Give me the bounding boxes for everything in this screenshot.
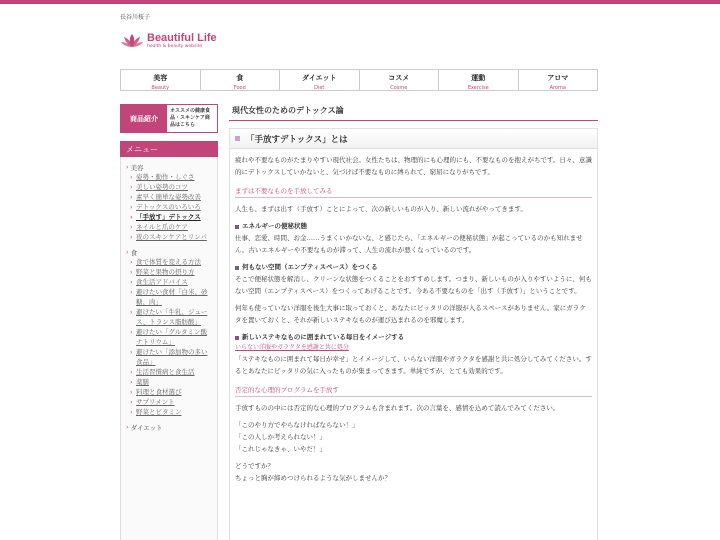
menu-item[interactable]: › 避けたい食材「白米、砂糖、肉」 (126, 287, 213, 307)
author-name: 長谷川桜子 (120, 14, 151, 21)
menu-item[interactable]: › 素早く簡単な姿勢改善 (126, 192, 213, 202)
paragraph: ちょっと胸が締めつけられるような気がしませんか？ (235, 474, 391, 482)
top-accent-bar (0, 0, 720, 4)
product-banner[interactable] (120, 104, 218, 133)
nav-beauty[interactable] (121, 70, 201, 90)
nav-diet[interactable] (280, 70, 360, 90)
subheading (235, 332, 592, 343)
menu-item[interactable]: › 野菜と果物の摂り方 (126, 267, 213, 277)
menu-item[interactable]: › 姿勢・動作・しぐさ (126, 172, 213, 182)
menu-category-label: 食 (130, 249, 138, 257)
arrow-icon: › (126, 248, 129, 256)
menu-item[interactable]: › 野菜とビタミン (126, 407, 213, 417)
section-heading: 否定的な心理的プログラムを手放す (235, 385, 592, 397)
article-title: 「手放すデトックス」とは (246, 134, 348, 145)
article-heading (230, 129, 597, 149)
menu-item[interactable]: › 生活習慣病と食生活 (126, 367, 213, 377)
menu-heading: メニュー (120, 141, 218, 157)
arrow-icon: › (126, 423, 129, 431)
subheading (235, 221, 592, 232)
menu-item-current[interactable]: › 「手放す」デトックス (126, 212, 213, 222)
logo-subtitle: health & beauty website (147, 43, 203, 49)
nav-sublabel: Aroma (549, 85, 566, 91)
article (229, 128, 598, 540)
logo-title: Beautiful Life (147, 31, 217, 44)
menu-category-food[interactable] (126, 248, 213, 257)
menu-item[interactable]: › 避けたい「添加物の多い食品」 (126, 347, 213, 367)
square-bullet-icon (235, 266, 239, 270)
nav-sublabel: Food (233, 85, 246, 91)
menu-item[interactable]: › 避けたい「牛乳、ジュース、トランス脂肪酸」 (126, 307, 213, 327)
site-logo[interactable] (120, 32, 217, 50)
nav-cosme[interactable] (360, 70, 440, 90)
nav-aroma[interactable] (519, 70, 598, 90)
subheading (235, 262, 592, 273)
subheading-text: エネルギーの便秘状態 (242, 222, 307, 230)
square-icon (235, 136, 240, 141)
nav-sublabel: Exercise (467, 85, 489, 91)
quote-line: 「この人しか考えられない！」 (235, 433, 326, 441)
menu-item[interactable]: › 美しい姿勢のコツ (126, 182, 213, 192)
paragraph: 手放すものの中には否定的な心理的プログラムも含まれます。次の言葉を、感情を込めて読んでみてください。 (235, 404, 560, 412)
menu-item[interactable]: › デトックスのいろいろ (126, 202, 213, 212)
global-nav (120, 69, 598, 91)
lotus-icon (120, 32, 144, 50)
square-bullet-icon (235, 336, 239, 340)
menu-item[interactable]: › 食生活アドバイス (126, 277, 213, 287)
square-bullet-icon (235, 225, 239, 229)
menu-category-beauty[interactable] (126, 163, 213, 172)
menu-category-diet[interactable] (126, 423, 213, 432)
subheading-text: 新しいステキなものに囲まれている毎日をイメージする (242, 333, 405, 341)
nav-label: 食 (236, 74, 244, 82)
paragraph: そこで便秘状態を解消し、クリーンな状態をつくることをおすすめします。つまり、新しいものが入りやすいように、何もない空間（エンプティスペース）をつくってあげることです。今ある不要なものを「出す（手放す）」ということです。 (235, 275, 592, 295)
paragraph: 何年も使っていない洋服を後生大事に取っておくと、あなたにピッタリの洋服が入るスペースがありません。家にガラクタを置いておくと、それが新しいステキなものが運び込まれるのを邪魔します。 (235, 304, 586, 324)
nav-label: コスメ (388, 74, 410, 82)
intro-paragraph: 疲れや不要なものがたまりやすい現代社会。女性たちは、物理的にも心理的にも、不要なものを抱えがちです。日々、意識的にデトックスしていかないと、気づけば不要なものに縛られて、窮屈になりがちです。 (235, 156, 592, 176)
main-content (229, 104, 598, 540)
quote-line: 「このやり方でやらなければならない！」 (235, 421, 359, 429)
paragraph: 「ステキなものに囲まれて毎日が幸せ」とイメージして、いらない洋服やガラクタを感謝と共に処分してみてください。するとあなたにピッタリの気に入ったものが集まってきます。単純ですが、とても効果的です。 (235, 355, 592, 375)
paragraph: 仕事、恋愛、時間、お金……うまくいかないな、と感じたら、「エネルギーの便秘状態」が起こっているのかも知れません。古いエネルギーや不要なものが滞って、人生の流れが悪くなっているのです。 (235, 234, 583, 254)
nav-label: 美容 (153, 74, 168, 82)
nav-sublabel: Cosme (390, 85, 408, 91)
nav-label: ダイエット (302, 74, 337, 82)
product-banner-label: 商品紹介 (121, 105, 167, 132)
nav-food[interactable] (201, 70, 281, 90)
menu-item[interactable]: › 食で体質を変える方法 (126, 257, 213, 267)
nav-label: アロマ (547, 74, 569, 82)
paragraph: 人生も、まずは出す（手放す）ことによって、次の新しいものが入り、新しい流れがやってきます。 (235, 205, 527, 213)
quote-line: 「これじゃなきゃ、いやだ！」 (235, 445, 326, 453)
menu-category-label: ダイエット (130, 424, 163, 432)
menu-item[interactable]: › 夜のスキンケアとリンパ (126, 232, 213, 242)
menu-item[interactable]: › 薬膳 (126, 377, 213, 387)
menu-item[interactable]: › 避けたい「グルタミン酸ナトリウム」 (126, 327, 213, 347)
menu-item[interactable]: › 料理と食材選び (126, 387, 213, 397)
subheading-text: 何もない空間（エンプティスペース）をつくる (242, 263, 378, 271)
menu-category-label: 美容 (130, 164, 144, 172)
product-banner-text: オススメの健康食品・スキンケア商品はこちら (170, 108, 210, 128)
nav-exercise[interactable] (439, 70, 519, 90)
section-heading: まずは不要なものを手放してみる (235, 186, 592, 198)
menu-item[interactable]: › サプリメント (126, 397, 213, 407)
nav-sublabel: Diet (314, 85, 325, 91)
nav-sublabel: Beauty (151, 85, 170, 91)
menu-item[interactable]: › ネイルと爪のケア (126, 222, 213, 232)
arrow-icon: › (126, 163, 129, 171)
nav-label: 運動 (471, 74, 486, 82)
sidebar-menu (120, 157, 218, 540)
highlight-link[interactable]: いらない洋服やガラクタを感謝と共に処分 (235, 344, 349, 351)
page-title: 現代女性のためのデトックス論 (229, 104, 598, 121)
paragraph: どうですか？ (235, 462, 274, 470)
